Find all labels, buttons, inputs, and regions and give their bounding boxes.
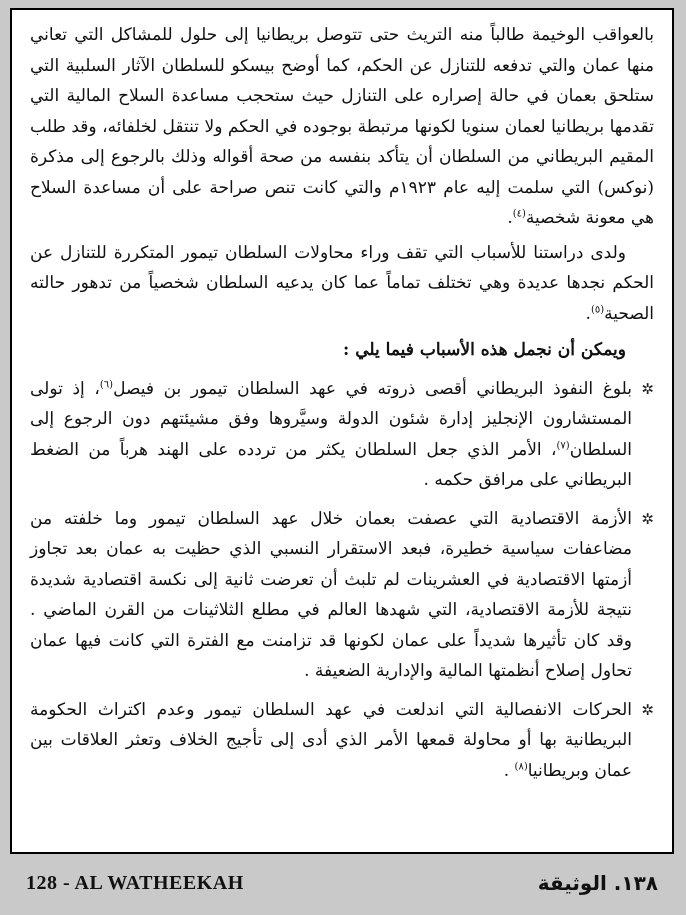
paragraph: ولدى دراستنا للأسباب التي تقف وراء محاولات السلطان تيمور المتكررة للتنازل عن الحكم نجدها عديدة وهي تختلف تماماً عما كان يدعيه السلطان شخصياً من تدهور حالته الصحية$^{(٥)}$. — [30, 242, 654, 324]
star-bullet-icon: ✲ — [641, 509, 654, 528]
article-body — [30, 20, 654, 786]
list-item: ✲ بلوغ النفوذ البريطاني أقصى ذروته في عهد السلطان تيمور بن فيصل$^{(٦)}$، إذ تولى المستشارون الإنجليز إدارة شئون الدولة وسيَّروها وفق مشيئتهم دون الرجوع إلى السلطان$^{(٧)}$، الأمر الذي جعل السلطان يكثر من تردده على الهند هرباً من الضغط البريطاني على مرافق حكمه . — [30, 374, 654, 496]
page-footer — [10, 860, 674, 906]
paragraph: بالعواقب الوخيمة طالباً منه التريث حتى تتوصل بريطانيا إلى حلول للمشاكل التي تعاني منها عمان والتي تدفعه للتنازل عن الحكم، كما أوضح بيسكو للسلطان الآثار السلبية التي ستلحق بعمان في حالة إصراره على التنازل حيث ستحجب مساعدة السلاح المالية التي تقدمها بريطانيا لعمان سنويا لكونها مرتبطة بوجوده في الحكم ولا تنتقل لخلفائه، وقد طلب المقيم البريطاني من السلطان أن يتأكد بنفسه من صحة أقواله وذلك بالرجوع إلى مذكرة (نوكس) التي سلمت إليه عام ١٩٢٣م والتي كانت تنص صراحة على أن مساعدة السلاح هي معونة شخصية$^{(٤)}$. — [30, 25, 654, 228]
footnote-ref[interactable]: (٨) — [514, 760, 528, 772]
list-item: ✲ الأزمة الاقتصادية التي عصفت بعمان خلال عهد السلطان تيمور وما خلفته من مضاعفات سياسية خطيرة، فبعد الاستقرار النسبي الذي حظيت به عمان بعد تجاوز أزمتها الاقتصادية في العشرينات لم تلبث أن تعرضت ثانية إلى نكسة اقتصادية شديدة نتيجة للأزمة الاقتصادية، التي شهدها العالم في مطلع الثلاثينات من القرن الماضي . وقد كان تأثيرها شديداً على عمان لكونها قد تزامنت مع الفترة التي كانت فيها عمان تحاول إصلاح أنظمتها المالية والإدارية الضعيفة . — [30, 504, 654, 687]
footnote-ref[interactable]: (٧) — [556, 439, 570, 451]
article-text-box — [10, 8, 674, 854]
footnote-ref[interactable]: (٤) — [512, 208, 526, 220]
star-bullet-icon: ✲ — [641, 700, 654, 719]
page-number-english: 128 - AL WATHEEKAH — [26, 871, 244, 894]
section-heading: ويمكن أن نجمل هذه الأسباب فيما يلي : — [343, 340, 626, 360]
star-bullet-icon: ✲ — [641, 379, 654, 398]
page-number-arabic: ١٣٨. الوثيقة — [537, 871, 658, 895]
footnote-ref[interactable]: (٦) — [99, 378, 114, 390]
footnote-ref[interactable]: (٥) — [590, 303, 605, 315]
list-item: ✲ الحركات الانفصالية التي اندلعت في عهد السلطان تيمور وعدم اكتراث الحكومة البريطانية بها أو محاولة قمعها الأمر الذي أدى إلى تأجيج الخلاف وتعثر العلاقات بين عمان وبريطانيا$^{(٨)}$ . — [30, 695, 654, 787]
